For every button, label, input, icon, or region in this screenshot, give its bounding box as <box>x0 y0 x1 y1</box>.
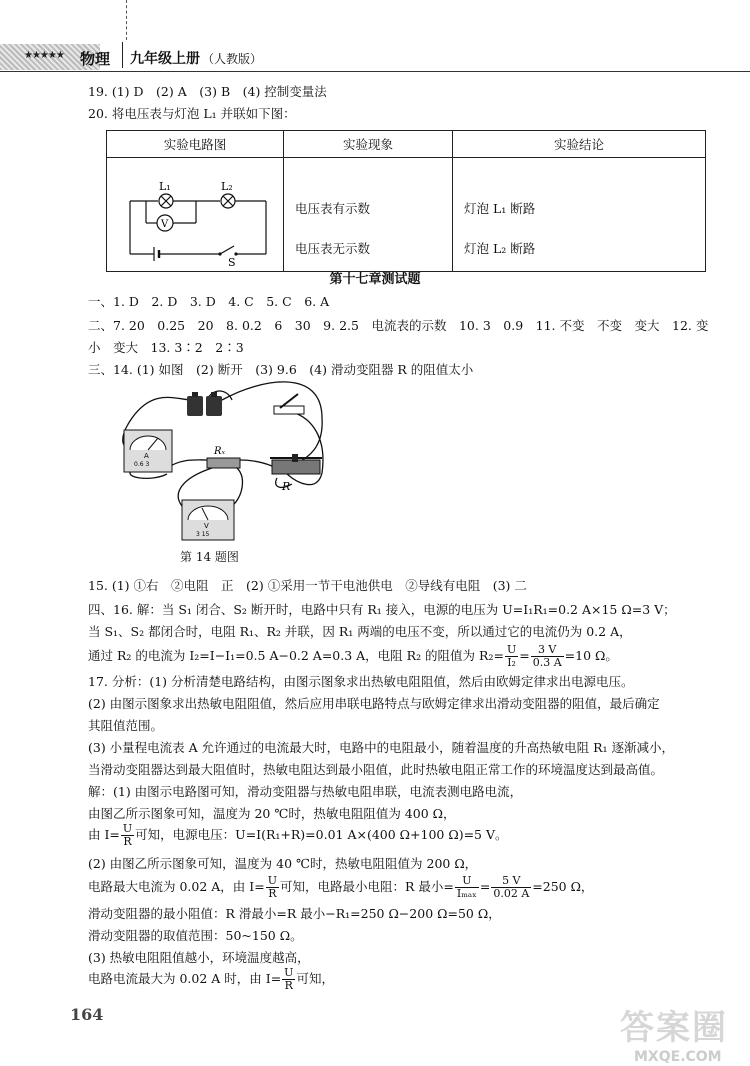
answer-q17-line4: (3) 小量程电流表 A 允许通过的电流最大时，电路中的电阻最小，随着温度的升高热敏电阻 R₁ 逐渐减小， <box>88 740 675 755</box>
fraction-numerator: 3 V <box>531 644 564 657</box>
answer-q17-line2: (2) 由图示图象求出热敏电阻阻值，然后应用串联电路特点与欧姆定律求出滑动变阻器的阻值，最后确定 <box>88 696 660 711</box>
answer-q19: 19. (1) D (2) A (3) B (4) 控制变量法 <box>88 84 327 99</box>
equals-sign: = <box>519 648 530 663</box>
q17-line14-suffix: 可知， <box>296 971 334 986</box>
q16-line3-result: =10 Ω。 <box>564 648 618 663</box>
rheostat-icon <box>270 454 322 474</box>
table-header-diagram: 实验电路图 <box>107 131 284 158</box>
q17-line8-suffix: 可知，电源电压：U=I(R₁+R)=0.01 A×(400 Ω+100 Ω)=5 V。 <box>135 827 508 842</box>
answer-q17-line6: 解：(1) 由图示电路图可知，滑动变阻器与热敏电阻串联，电流表测电路电流， <box>88 784 523 799</box>
answer-q17-line10 <box>88 874 593 900</box>
fraction-u-over-r <box>282 967 295 992</box>
fraction-u-over-r <box>266 875 279 900</box>
phenomenon-cell <box>284 158 453 272</box>
circuit-diagram <box>108 159 282 267</box>
equals-sign: = <box>479 879 491 894</box>
phenomenon-2: 电压表无示数 <box>295 241 371 256</box>
grade-title: 九年级上册 <box>130 51 200 67</box>
fraction-denominator: 0.02 A <box>493 887 530 900</box>
fraction-5v-over-002a <box>491 875 531 900</box>
header-divider <box>122 42 123 68</box>
voltmeter-letter: V <box>204 522 209 530</box>
fraction-denominator: 0.3 A <box>532 656 562 669</box>
resistor-rx-icon <box>207 458 240 468</box>
fraction-numerator: U <box>506 643 517 656</box>
section-1-answers: 一、1. D 2. D 3. D 4. C 5. C 6. A <box>88 294 330 309</box>
answer-q17-line12: 滑动变阻器的取值范围：50~150 Ω。 <box>88 928 303 943</box>
label-l1: L₁ <box>159 180 171 193</box>
binding-dash-line <box>126 0 127 40</box>
fraction-denominator: I₂ <box>507 656 516 669</box>
answer-q17-line13: (3) 热敏电阻阻值越小，环境温度越高， <box>88 950 310 965</box>
subject-title: 物理 <box>80 50 111 68</box>
section-3-answers: 三、14. (1) 如图 (2) 断开 (3) 9.6 (4) 滑动变阻器 R 的阻值太小 <box>88 362 474 377</box>
answer-q17-line3: 其阻值范围。 <box>88 718 164 733</box>
fraction-denominator: R <box>284 979 293 992</box>
answer-q16-line1: 四、16. 解：当 S₁ 闭合、S₂ 断开时，电路中只有 R₁ 接入，电源的电压为 U=I₁R₁=0.2 A×15 Ω=3 V； <box>88 602 676 617</box>
q16-line3-text: 通过 R₂ 的电流为 I₂=I−I₁=0.5 A−0.2 A=0.3 A，电阻 R₂ 的阻值为 R₂= <box>88 648 504 663</box>
fraction-denominator: R <box>268 887 277 900</box>
r-label: R <box>282 480 291 493</box>
answer-q17-line11: 滑动变阻器的最小阻值：R 滑最小=R 最小−R₁=250 Ω−200 Ω=50 Ω， <box>88 906 501 921</box>
fraction-numerator: 5 V <box>491 875 531 888</box>
answer-q17-line5: 当滑动变阻器达到最大阻值时，热敏电阻达到最小阻值，此时热敏电阻正常工作的环境温度达到最高值。 <box>88 762 664 777</box>
section-2-answers-line1: 二、7. 20 0.25 20 8. 0.2 6 30 9. 2.5 电流表的示数 10. 3 0.9 11. 不变 不变 变大 12. 变 <box>88 318 709 333</box>
answer-q17-line9: (2) 由图乙所示图象可知，温度为 40 ℃时，热敏电阻阻值为 200 Ω， <box>88 856 478 871</box>
watermark-logo: 答案圈 MXQE.COM <box>620 1008 728 1065</box>
header-rule <box>0 71 750 72</box>
conclusion-cell <box>453 158 706 272</box>
experiment-table <box>106 130 706 272</box>
answer-q17-line7: 由图乙所示图象可知，温度为 20 ℃时，热敏电阻阻值为 400 Ω， <box>88 806 456 821</box>
fraction-denominator: R <box>123 835 132 848</box>
switch-icon <box>274 394 304 414</box>
section-2-answers-line2: 小 变大 13. 3∶2 2∶3 <box>88 340 244 355</box>
answer-q17-line1: 17. 分析：(1) 分析清楚电路结构，由图示图象求出热敏电阻阻值，然后由欧姆定律求出电源电压。 <box>88 674 634 689</box>
label-switch: S <box>228 256 236 267</box>
table-header-phenomenon: 实验现象 <box>284 131 453 158</box>
page-header <box>0 38 750 74</box>
q17-line10-result: =250 Ω， <box>532 879 594 894</box>
conclusion-1: 灯泡 L₁ 断路 <box>464 201 536 216</box>
fraction-u-over-imax <box>455 875 479 900</box>
chapter-title: 第十七章测试题 <box>329 272 421 287</box>
label-l2: L₂ <box>221 180 233 193</box>
voltmeter-icon <box>182 500 234 540</box>
circuit-diagram-cell <box>107 158 284 272</box>
fraction-u-over-r <box>121 823 134 848</box>
ammeter-letter: A <box>144 452 149 460</box>
figure-14-caption: 第 14 题图 <box>180 550 239 564</box>
fraction-numerator: U <box>455 875 479 888</box>
answer-q16-line2: 当 S₁、S₂ 都闭合时，电阻 R₁、R₂ 并联，因 R₁ 两端的电压不变，所以通过它的电流仍为 0.2 A， <box>88 624 632 639</box>
ammeter-scale: 0.6 3 <box>134 461 150 468</box>
table-header-conclusion: 实验结论 <box>453 131 706 158</box>
fraction-u-over-i2 <box>505 644 518 669</box>
fraction-numerator: U <box>267 874 277 887</box>
answer-q15: 15. (1) ①右 ②电阻 正 (2) ①采用一节干电池供电 ②导线有电阻 (3) 二 <box>88 578 527 593</box>
rx-label: Rₓ <box>214 446 226 457</box>
label-voltmeter: V <box>161 219 169 230</box>
answer-q17-line8 <box>88 822 508 848</box>
difficulty-stars: ★★★★★ <box>24 50 64 61</box>
page-number: 164 <box>70 1005 104 1024</box>
q17-line14-prefix: 电路电流最大为 0.02 A 时，由 I= <box>88 971 282 986</box>
figure-14-circuit <box>112 378 342 543</box>
battery-icon <box>187 392 222 416</box>
edition-label: （人教版） <box>202 52 263 66</box>
fraction-numerator: U <box>122 822 133 835</box>
watermark-url: MXQE.COM <box>634 1049 722 1065</box>
answer-q20: 20. 将电压表与灯泡 L₁ 并联如下图： <box>88 106 296 121</box>
answer-q17-line14 <box>88 966 334 992</box>
conclusion-2: 灯泡 L₂ 断路 <box>464 241 536 256</box>
fraction-denominator: Iₘₐₓ <box>456 887 477 900</box>
q17-line10-prefix: 电路最大电流为 0.02 A，由 I= <box>88 879 265 894</box>
fraction-numerator: U <box>284 966 294 979</box>
q17-line10-middle: 可知，电路最小电阻：R 最小= <box>279 879 454 894</box>
voltmeter-scale: 3 15 <box>196 531 210 538</box>
fraction-3v-over-03a <box>531 644 564 669</box>
phenomenon-1: 电压表有示数 <box>295 201 371 216</box>
q17-line8-prefix: 由 I= <box>88 827 120 842</box>
ammeter-icon <box>124 430 172 472</box>
answer-q16-line3 <box>88 643 618 669</box>
